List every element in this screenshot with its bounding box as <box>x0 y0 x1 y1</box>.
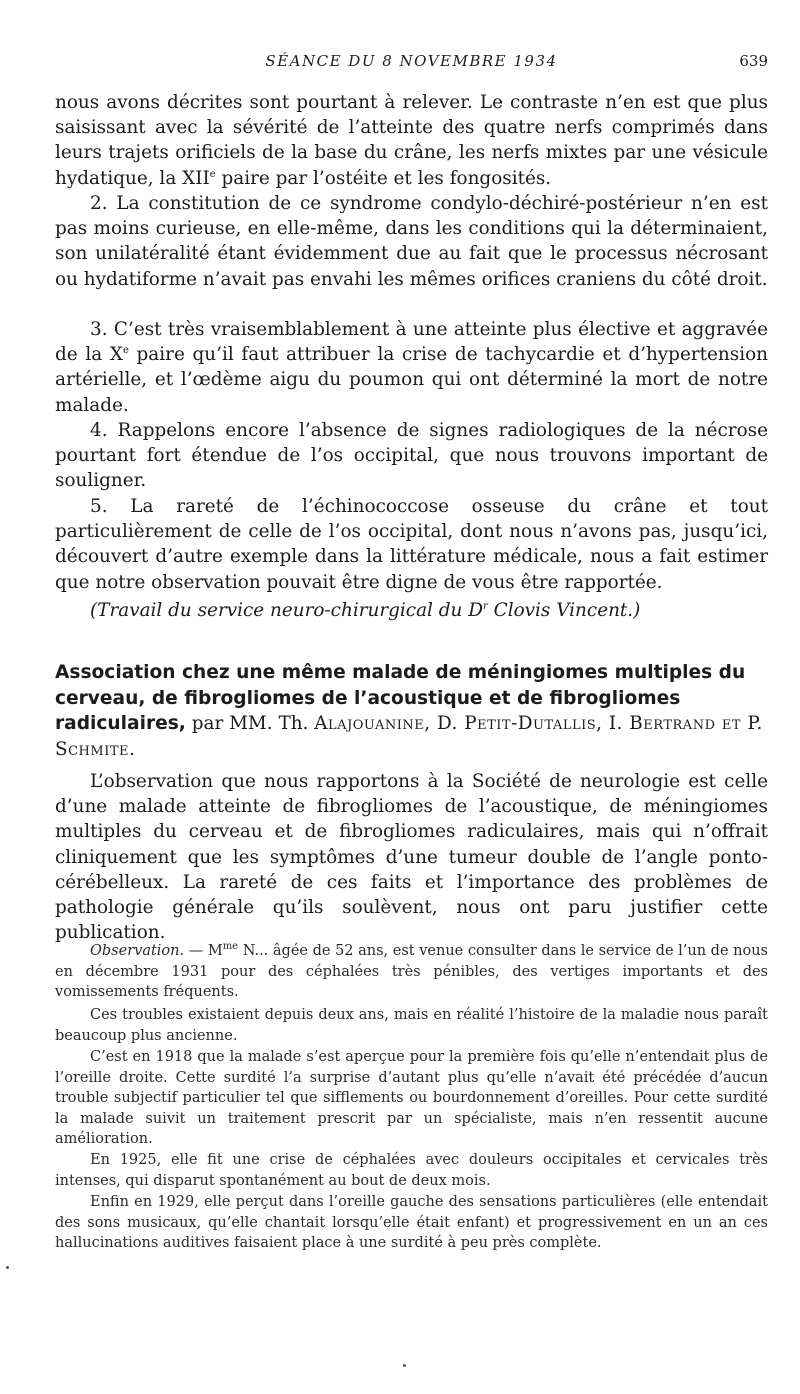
page-header <box>55 52 768 74</box>
paragraph-4: 4. Rappelons encore l’absence de signes radiologiques de la nécrose pourtant fort étendue de l’os occipital, que nous trouvons important de souligner. <box>55 420 768 492</box>
observation-paragraph-5: Enfin en 1929, elle perçut dans l’oreille gauche des sensations particulières (elle entendait des sons musicaux, qu’elle chantait lorsqu’elle était enfant) et progressivement en un an ces hallucinations auditives faisaient place à une surdité à peu près complète. <box>55 1194 768 1252</box>
paragraph-5: 5. La rareté de l’échinococcose osseuse du crâne et tout particulièrement de celle de l’os occipital, dont nous n’avons pas, jusqu’ici, découvert d’autre exemple dans la littérature médicale, nous a fait estimer que notre observation pouvait être digne de vous être rapportée. <box>55 496 768 593</box>
observation-paragraph-3: C’est en 1918 que la malade s’est aperçue pour la première fois qu’elle n’entendait plus de l’oreille droite. Cette surdité l’a surprise d’autant plus qu’elle n’avait été précédée d’aucun trouble subjectif particulier tel que sifflements ou bourdonnement d’oreilles. Pour cette surdité la malade suivit un traitement prescrit par un spécialiste, mais n’en ressentit aucune amélioration. <box>55 1049 768 1148</box>
page-number: 639 <box>739 52 768 70</box>
print-speck <box>403 1364 406 1367</box>
print-speck <box>6 1266 9 1269</box>
observation-paragraph-4: En 1925, elle fit une crise de céphalées avec douleurs occipitales et cervicales très intenses, qui disparut spontanément au bout de deux mois. <box>55 1152 768 1189</box>
paragraph-intro: nous avons décrites sont pourtant à relever. Le contraste n’en est que plus saisissant avec la sévérité de l’atteinte des quatre nerfs comprimés dans leurs trajets orificiels de la base du crâne, les nerfs mixtes par une vésicule hydatique, la XIIe paire par l’ostéite et les fongosités. <box>55 92 768 189</box>
paragraph-2: 2. La constitution de ce syndrome condylo-déchiré-postérieur n’en est pas moins curieuse, en elle-même, dans les conditions qui la déterminaient, son unilatéralité étant évidemment due au fait que le processus nécrosant ou hydatiforme n’avait pas envahi les mêmes orifices craniens du côté droit. <box>55 193 768 290</box>
running-title: SÉANCE DU 8 NOVEMBRE 1934 <box>265 52 558 70</box>
article-authors: Alajouanine, D. Petit-Dutallis, I. Bertrand et P. Schmite. <box>55 713 763 760</box>
article-intro: L’observation que nous rapportons à la Société de neurologie est celle d’une malade atteinte de fibrogliomes de l’acoustique, de méningiomes multiples du cerveau et de fibrogliomes radiculaires, mais qui n’offrait cliniquement que les symptômes d’une tumeur double de l’angle ponto-cérébelleux. La rareté de ces faits et l’importance des problèmes de pathologie générale qu’ils soulèvent, nous ont paru justifier cette publication. <box>55 771 768 944</box>
article-title: Association chez une même malade de méningiomes multiples du cerveau, de fibrogliomes de l’acoustique et de fibrogliomes radiculaires, <box>55 662 746 734</box>
paragraph-3: 3. C’est très vraisemblablement à une atteinte plus élective et aggravée de la Xe paire qu’il faut attribuer la crise de tachycardie et d’hypertension artérielle, et l’œdème aigu du poumon qui ont déterminé la mort de notre malade. <box>55 319 768 416</box>
article-heading: Association chez une même malade de méningiomes multiples du cerveau, de fibrogliomes de l’acoustique et de fibrogliomes radiculaires, par MM. Th. Alajouanine, D. Petit-Dutallis, I. Bertrand et P. Schmite. <box>55 662 763 760</box>
observation-label: Observation. <box>90 943 185 959</box>
observation-paragraph-2: Ces troubles existaient depuis deux ans, mais en réalité l’histoire de la maladie nous paraît beaucoup plus ancienne. <box>55 1007 768 1044</box>
observation-paragraph-1: Observation. — $M^{me}$ N... âgée de 52 ans, est venue consulter dans le service de l’un de nous en décembre 1931 pour des céphalées très pénibles, des vertiges importants et des vomissements fréquents. <box>55 941 768 1001</box>
work-credit: (Travail du service neuro-chirurgical du $D^r$ Clovis Vincent.) <box>90 600 641 621</box>
